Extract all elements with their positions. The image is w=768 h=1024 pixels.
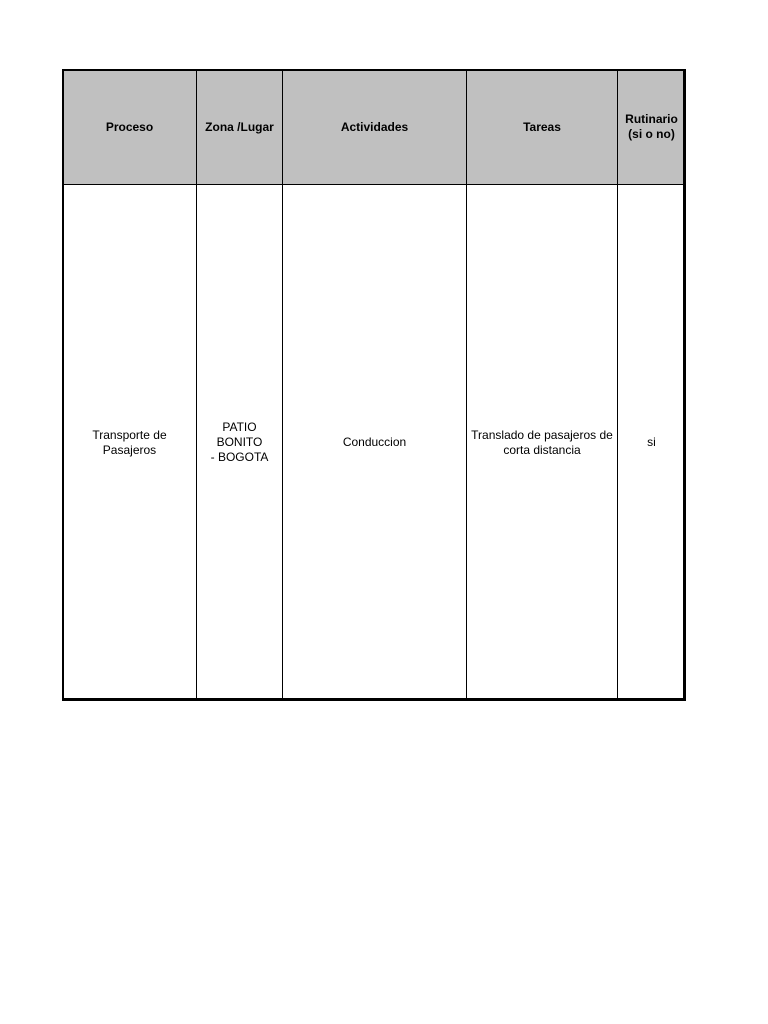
header-row [63,70,686,185]
cell-tareas [467,185,618,701]
header-actividades-label: Actividades [340,119,409,134]
header-tareas [467,70,618,185]
risk-matrix-table [62,69,686,701]
cell-zona-lugar [197,185,283,701]
cell-rutinario-value: si [647,435,656,449]
cell-proceso [63,185,197,701]
cell-actividades-value: Conduccion [342,435,407,449]
header-rutinario [618,70,686,185]
table-row [63,185,686,701]
header-proceso [63,70,197,185]
cell-tareas-value: Translado de pasajeros de corta distancia [471,427,613,457]
header-zona-lugar [197,70,283,185]
header-tareas-label: Tareas [523,119,561,134]
cell-actividades [283,185,467,701]
header-proceso-label: Proceso [105,119,154,134]
header-rutinario-label: Rutinario (si o no) [625,112,678,141]
cell-proceso-value: Transporte de Pasajeros [92,427,167,457]
cell-zona-lugar-value: PATIO BONITO - BOGOTA [210,420,269,464]
header-zona-lugar-label: Zona /Lugar [205,119,274,134]
header-actividades [283,70,467,185]
cell-rutinario [618,185,686,701]
